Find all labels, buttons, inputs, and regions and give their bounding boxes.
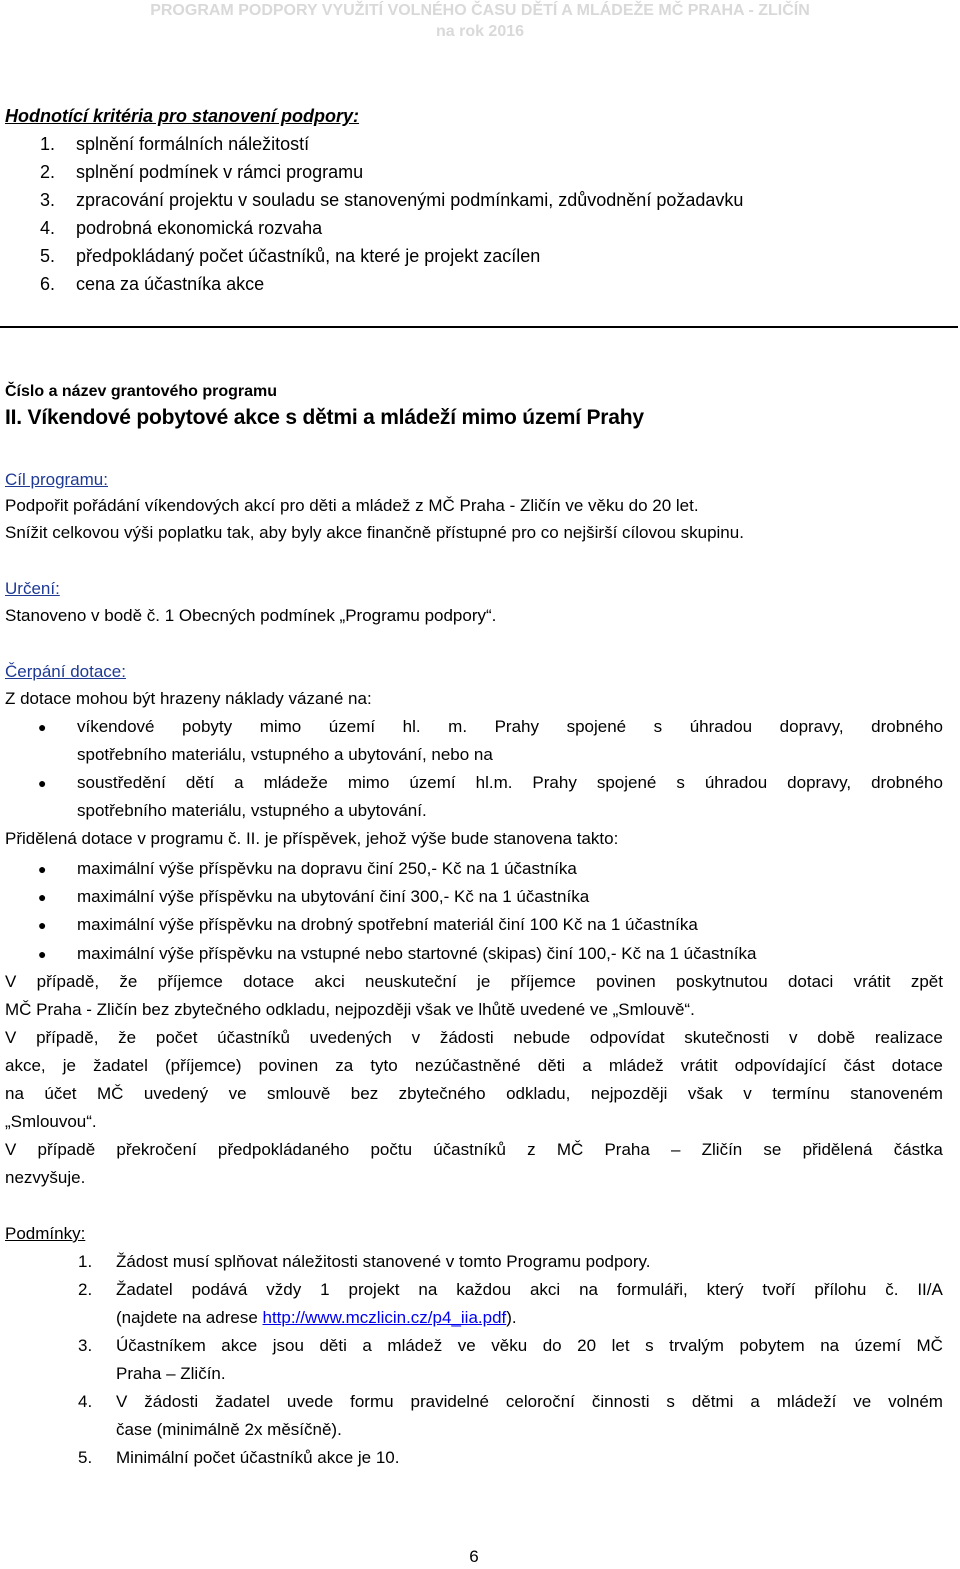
max-contribution-item: maximální výše příspěvku na dopravu činí 250,- Kč na 1 účastníka [77,859,577,878]
bullet-icon: ● [38,889,47,905]
conditions-heading: Podmínky: [5,1224,86,1243]
form-link[interactable]: http://www.mczlicin.cz/p4_iia.pdf [262,1308,507,1327]
header-year: na rok 2016 [435,23,525,40]
goal-heading: Cíl programu: [5,470,108,489]
goal-text: Podpořit pořádání víkendových akcí pro děti a mládež z MČ Praha - Zličín ve věku do 20 let. [5,496,699,515]
condition-number: 1. [78,1252,93,1271]
paragraph-line: nezvyšuje. [5,1168,86,1187]
funding-intro: Z dotace mohou být hrazeny náklady vázané na: [5,689,372,708]
condition-text: Účastníkem akce jsou děti a mládež ve věku do 20 let s trvalým pobytem na území MČ [116,1336,943,1355]
page-number: 6 [469,1547,479,1566]
criteria-item: 6. cena za účastníka akce [40,274,265,294]
grant-program-label: Číslo a název grantového programu [5,383,278,400]
condition-text: Minimální počet účastníků akce je 10. [116,1448,400,1467]
allocation-text: Přidělená dotace v programu č. II. je příspěvek, jehož výše bude stanovena takto: [5,829,619,848]
max-contribution-item: maximální výše příspěvku na ubytování činí 300,- Kč na 1 účastníka [77,887,590,906]
max-contribution-item: maximální výše příspěvku na vstupné nebo startovné (skipas) činí 100,- Kč na 1 účastníka [77,944,757,963]
condition-number: 2. [78,1280,93,1299]
paragraph-line: V případě, že počet účastníků uvedených v žádosti nebude odpovídat skutečnosti v době realizace [5,1028,943,1047]
funding-heading: Čerpání dotace: [5,662,126,681]
paragraph-line: akce, je žadatel (příjemce) povinen za tyto nezúčastněné děti a mládež vrátit odpovídající část dotace [5,1056,943,1075]
condition-number: 4. [78,1392,93,1411]
goal-text: Snížit celkovou výši poplatku tak, aby byly akce finančně přístupné pro co nejširší cílovou skupinu. [5,523,744,542]
purpose-text: Stanoveno v bodě č. 1 Obecných podmínek „Programu podpory“. [5,606,497,625]
condition-text: Praha – Zličín. [116,1364,226,1383]
paragraph-line: V případě, že příjemce dotace akci neuskuteční je příjemce povinen poskytnutou dotaci vrátit zpět [5,972,943,991]
criteria-item: 1. splnění formálních náležitostí [40,134,310,154]
purpose-heading: Určení: [5,579,60,598]
condition-text: Žadatel podává vždy 1 projekt na každou akci na formuláři, který tvoří přílohu č. II/A [116,1280,943,1299]
paragraph-line: V případě překročení předpokládaného počtu účastníků z MČ Praha – Zličín se přidělená částka [5,1140,943,1159]
criteria-item: 4. podrobná ekonomická rozvaha [40,218,323,238]
bullet-text: víkendové pobyty mimo území hl. m. Prahy spojené s úhradou dopravy, drobného [77,717,943,736]
bullet-text: spotřebního materiálu, vstupného a ubytování, nebo na [77,745,493,764]
bullet-icon: ● [38,917,47,933]
bullet-icon: ● [38,946,47,962]
bullet-icon: ● [38,861,47,877]
section-divider [0,326,958,328]
condition-number: 3. [78,1336,93,1355]
bullet-text: soustředění dětí a mládeže mimo území hl.m. Prahy spojené s úhradou dopravy, drobného [77,773,943,792]
condition-text: Žádost musí splňovat náležitosti stanovené v tomto Programu podpory. [116,1252,651,1271]
bullet-icon: ● [38,775,47,791]
paragraph-line: MČ Praha - Zličín bez zbytečného odkladu, nejpozději však ve lhůtě uvedené ve „Smlouvě“. [5,1000,695,1019]
criteria-item: 2. splnění podmínek v rámci programu [40,162,364,182]
criteria-title: Hodnotící kritéria pro stanovení podpory: [5,106,360,126]
header-title: PROGRAM PODPORY VYUŽITÍ VOLNÉHO ČASU DĚTÍ A MLÁDEŽE MČ PRAHA - ZLIČÍN [150,2,810,19]
bullet-text: spotřebního materiálu, vstupného a ubytování. [77,801,427,820]
condition-number: 5. [78,1448,93,1467]
bullet-icon: ● [38,719,47,735]
paragraph-line: „Smlouvou“. [5,1112,97,1131]
max-contribution-item: maximální výše příspěvku na drobný spotřební materiál činí 100 Kč na 1 účastníka [77,915,698,934]
paragraph-line: na účet MČ uvedený ve smlouvě bez zbytečného odkladu, nejpozději však v termínu stanoveném [5,1084,943,1103]
condition-text: (najdete na adrese http://www.mczlicin.cz/p4_iia.pdf). [116,1308,517,1327]
criteria-item: 3. zpracování projektu v souladu se stanovenými podmínkami, zdůvodnění požadavku [40,190,744,210]
condition-text: V žádosti žadatel uvede formu pravidelné celoroční činnosti s dětmi a mládeží ve volném [116,1392,943,1411]
criteria-item: 5. předpokládaný počet účastníků, na které je projekt zacílen [40,246,541,266]
condition-text: čase (minimálně 2x měsíčně). [116,1420,342,1439]
grant-program-title: II. Víkendové pobytové akce s dětmi a mládeží mimo území Prahy [5,406,644,429]
